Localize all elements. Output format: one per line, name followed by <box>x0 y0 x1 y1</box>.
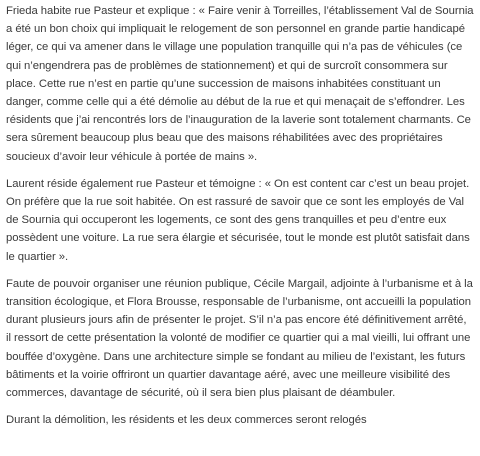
paragraph-frieda-testimony: Frieda habite rue Pasteur et explique : « Faire venir à Torreilles, l’établissement Val de Sournia a été un bon choix qui impliquait le relogement de son personnel en grande partie handicapé léger, ce qui va amener dans le village une population tranquille qui n’a pas de véhicules (ce qui n’engendrera pas de problèmes de stationnement) et qui de surcroît consommera sur place. Cette rue n’est en partie qu’une succession de maisons inhabitées constituant un danger, comme celle qui a été démolie au début de la rue et qui menaçait de s’effondrer. Les résidents que j’ai rencontrés lors de l’inauguration de la laverie sont totalement charmants. Ce sera sûrement beaucoup plus beau que des maisons réhabilitées avec des propriétaires soucieux d’avoir leur véhicule à portée de mains ». <box>6 5 474 163</box>
paragraph-laurent-testimony: Laurent réside également rue Pasteur et témoigne : « On est content car c’est un beau projet. On préfère que la rue soit habitée. On est rassuré de savoir que ce sont les employés de Val de Sournia qui occuperont les logements, ce sont des gens tranquilles et peu d’entre eux possèdent une voiture. La rue sera élargie et sécurisée, tout le monde est plutôt satisfait dans le quartier ». <box>6 177 470 263</box>
paragraph-urbanism-presentation: Faute de pouvoir organiser une réunion publique, Cécile Margail, adjointe à l’urbanisme et à la transition écologique, et Flora Brousse, responsable de l’urbanisme, ont accueilli la population durant plusieurs jours afin de présenter le projet. S’il n’a pas encore été définitivement arrêté, il ressort de cette présentation la volonté de modifier ce quartier qui a mal vieilli, lui offrant une bouffée d’oxygène. Dans une architecture simple se fondant au milieu de l’existant, les futurs bâtiments et la voirie offriront un quartier davantage aéré, avec une meilleure visibilité des commerces, davantage de sécurité, où il sera bien plus plaisant de déambuler. <box>6 277 473 400</box>
paragraph-demolition-relocation: Durant la démolition, les résidents et les deux commerces seront relogés <box>6 414 367 427</box>
